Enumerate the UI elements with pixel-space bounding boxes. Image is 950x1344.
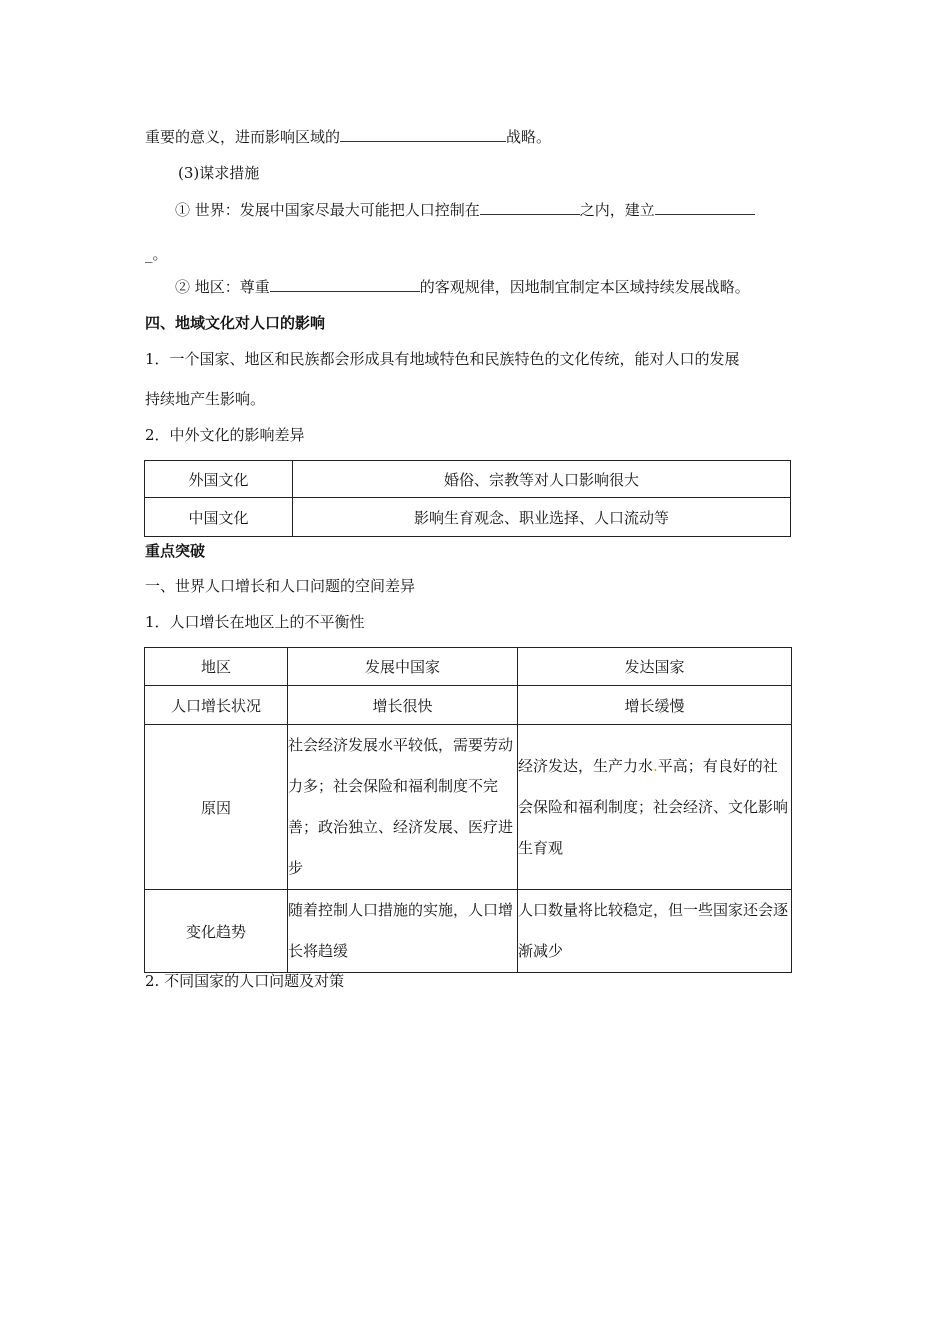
fill-blank — [270, 277, 420, 292]
text-segment: 重要的意义，进而影响区域的 — [145, 128, 341, 146]
section-heading: 重点突破 — [145, 542, 206, 560]
culture-table — [144, 460, 791, 537]
subsection-heading: 一、世界人口增长和人口问题的空间差异 — [145, 577, 416, 595]
table-cell: 影响生育观念、职业选择、人口流动等 — [293, 498, 791, 537]
text-segment: 的客观规律，因地制宜制定本区域持续发展战略。 — [419, 278, 750, 296]
fill-blank — [340, 127, 506, 142]
table-cell: 随着控制人口措施的实施，人口增长将趋缓 — [288, 890, 518, 973]
table-header-cell: 地区 — [145, 648, 288, 686]
table-cell — [518, 725, 792, 890]
text-segment: 平高；有良好的社会保险和福利制度；社会经济、文化影响生育观 — [518, 756, 789, 857]
text-segment: 之内，建立 — [579, 201, 655, 219]
table-row — [145, 686, 792, 725]
highlight-dot: . — [653, 756, 658, 775]
text-segment: ① 世界：发展中国家尽最大可能把人口控制在 — [175, 201, 480, 219]
fill-blank — [480, 200, 580, 215]
table-cell: 人口数量将比较稳定，但一些国家还会逐渐减少 — [518, 890, 792, 973]
table-cell: 中国文化 — [145, 498, 293, 537]
paragraph-line: 1．一个国家、地区和民族都会形成具有地域特色和民族特色的文化传统，能对人口的发展 — [145, 350, 740, 368]
table-cell: 变化趋势 — [145, 890, 288, 973]
table-header-cell: 发展中国家 — [288, 648, 518, 686]
table-row — [145, 498, 791, 537]
table-cell: 人口增长状况 — [145, 686, 288, 725]
region-measure-line — [175, 277, 750, 297]
table-row — [145, 890, 792, 973]
table-cell: 外国文化 — [145, 461, 293, 498]
paragraph-line: 2．中外文化的影响差异 — [145, 426, 305, 444]
text-segment: 战略。 — [506, 128, 552, 146]
table-header-row — [145, 648, 792, 686]
continuation-line — [145, 127, 551, 147]
population-growth-table — [144, 647, 792, 973]
table-row — [145, 725, 792, 890]
table-cell: 增长很快 — [288, 686, 518, 725]
table-cell: 社会经济发展水平较低，需要劳动力多；社会保险和福利制度不完善；政治独立、经济发展、医疗进步 — [288, 725, 518, 890]
text-segment: ② 地区：尊重 — [175, 278, 270, 296]
world-measure-end: _。 — [145, 245, 168, 263]
table-header-cell: 发达国家 — [518, 648, 792, 686]
table-cell: 婚俗、宗教等对人口影响很大 — [293, 461, 791, 498]
measures-heading: (3)谋求措施 — [178, 164, 260, 182]
section-heading: 四、地域文化对人口的影响 — [145, 314, 326, 332]
table-row — [145, 461, 791, 498]
world-measure-line — [175, 200, 755, 220]
table-cell: 原因 — [145, 725, 288, 890]
text-segment: 经济发达，生产力水 — [518, 756, 654, 775]
table-cell: 增长缓慢 — [518, 686, 792, 725]
paragraph-line: 2. 不同国家的人口问题及对策 — [145, 972, 345, 990]
paragraph-line: 持续地产生影响。 — [145, 390, 266, 408]
fill-blank — [655, 200, 755, 215]
paragraph-line: 1．人口增长在地区上的不平衡性 — [145, 613, 365, 631]
